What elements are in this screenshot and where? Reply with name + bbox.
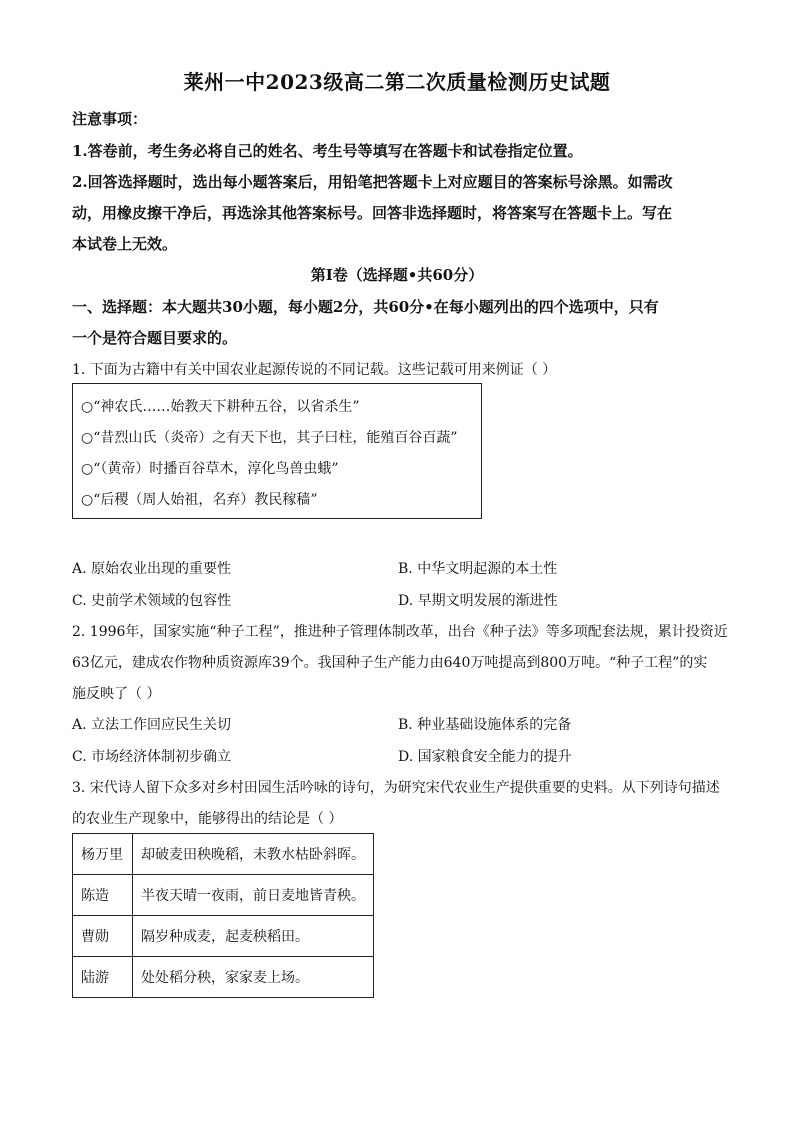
question-1-stem: 1. 下面为古籍中有关中国农业起源传说的不同记载。这些记载可用来例证（ ） <box>72 362 557 378</box>
quote-item: ○“神农氏……始教天下耕种五谷，以省杀生” <box>81 399 360 415</box>
notice-item-2-line-2: 动，用橡皮擦干净后，再选涂其他答案标号。回答非选择题时，将答案写在答题卡上。写在 <box>72 204 673 222</box>
notice-item-2-line-1: 2.回答选择题时，选出每小题答案后，用铅笔把答题卡上对应题目的答案标号涂黑。如需改 <box>72 173 673 191</box>
exam-title: 莱州一中2023级高二第二次质量检测历史试题 <box>183 70 611 94</box>
poet-cell: 陈造 <box>73 875 133 916</box>
poet-cell: 杨万里 <box>73 834 133 875</box>
q1-option-d: D. 早期文明发展的渐进性 <box>398 593 558 609</box>
notice-item-2-line-3: 本试卷上无效。 <box>72 235 178 253</box>
table-row <box>73 957 374 998</box>
section-intro-line-1: 一、选择题：本大题共30小题，每小题2分，共60分•在每小题列出的四个选项中，只有 <box>72 298 659 316</box>
section-title: 第Ⅰ卷（选择题•共60分） <box>310 266 484 284</box>
q2-option-a: A. 立法工作回应民生关切 <box>72 717 232 733</box>
verse-cell: 隔岁种成麦，起麦秧稻田。 <box>133 916 374 957</box>
q1-option-c: C. 史前学术领域的包容性 <box>72 593 232 609</box>
notice-heading: 注意事项： <box>72 110 148 128</box>
question-3-line-2: 的农业生产现象中，能够得出的结论是（ ） <box>72 811 343 827</box>
quote-item: ○“后稷（周人始祖，名弃）教民稼穑” <box>81 492 318 508</box>
poem-table <box>72 833 374 998</box>
verse-cell: 半夜天晴一夜雨，前日麦地皆青秧。 <box>133 875 374 916</box>
verse-cell: 却破麦田秧晚稻，未教水枯卧斜晖。 <box>133 834 374 875</box>
question-2-line-3: 施反映了（ ） <box>72 686 161 702</box>
q2-option-d: D. 国家粮食安全能力的提升 <box>398 749 572 765</box>
notice-item-1: 1.答卷前，考生务必将自己的姓名、考生号等填写在答题卡和试卷指定位置。 <box>72 142 583 160</box>
question-2-line-1: 2. 1996年，国家实施“种子工程”，推进种子管理体制改革，出台《种子法》等多项配套法规，累计投资近 <box>72 624 728 640</box>
question-1-quote-box <box>72 383 482 519</box>
section-intro-line-2: 一个是符合题目要求的。 <box>72 329 238 347</box>
poet-cell: 陆游 <box>73 957 133 998</box>
quote-item: ○“（黄帝）时播百谷草木，淳化鸟兽虫蛾” <box>81 461 339 477</box>
quote-item: ○“昔烈山氏（炎帝）之有天下也，其子曰柱，能殖百谷百蔬” <box>81 430 458 446</box>
table-row <box>73 916 374 957</box>
poet-cell: 曹勋 <box>73 916 133 957</box>
q1-option-b: B. 中华文明起源的本土性 <box>398 561 558 577</box>
q2-option-b: B. 种业基础设施体系的完备 <box>398 717 572 733</box>
question-3-line-1: 3. 宋代诗人留下众多对乡村田园生活吟咏的诗句，为研究宋代农业生产提供重要的史料。从下列诗句描述 <box>72 780 720 796</box>
table-row <box>73 834 374 875</box>
verse-cell: 处处稻分秧，家家麦上场。 <box>133 957 374 998</box>
table-row <box>73 875 374 916</box>
q1-option-a: A. 原始农业出现的重要性 <box>72 561 232 577</box>
question-2-line-2: 63亿元，建成农作物种质资源库39个。我国种子生产能力由640万吨提高到800万吨。“种子工程”的实 <box>72 655 708 671</box>
q2-option-c: C. 市场经济体制初步确立 <box>72 749 232 765</box>
